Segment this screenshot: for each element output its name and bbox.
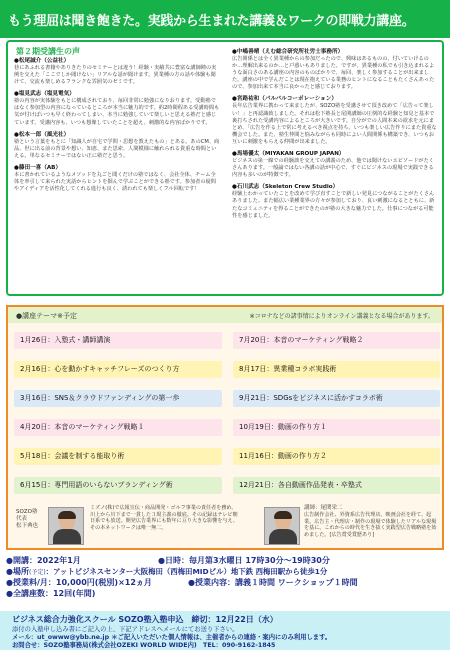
headline: もう理屈は聞き飽きた。実践から生まれた講義＆ワークの即戦力講座。 xyxy=(8,14,415,29)
testimonial-name: ●藤田一喜（AB） xyxy=(14,164,62,171)
info-row xyxy=(6,555,444,566)
lecture-item: 11月16日：動画の作り方２ xyxy=(233,448,440,465)
application-instruction: 添付の入塾申し込み書にご記入の上、下記アドレスへメールにてお送り下さい。 xyxy=(12,626,239,633)
lecture-item: 7月20日：本音のマーケティング戦略２ xyxy=(233,332,440,349)
lecture-item: 1月26日：入塾式・講師講演 xyxy=(14,332,222,349)
testimonial-name: ●塩見武志（塩見電気） xyxy=(14,91,75,98)
testimonials-panel xyxy=(6,40,444,296)
curriculum-panel xyxy=(6,305,444,550)
lecturer-caption: 講師：尾関栄二 xyxy=(304,505,343,511)
testimonial-name: ●石川武志（Skeleton Crew Studio） xyxy=(232,184,339,191)
lecture-item: 3月16日：SNS＆クラウドファンディングの第一歩 xyxy=(14,390,222,407)
lecture-item: 12月21日：各自動画作品発表・卒塾式 xyxy=(233,477,440,494)
testimonial-name: ●中嶋善晴（えむ総合研究所社労士事務所） xyxy=(232,49,344,55)
representative-bio: ミズノ(株)で広報宣伝・商品開発・ゴルフ事業の責任者を務め、川上から川下まで一貫した３現主義の徹底。その記録はテレビ朝日系でも放送。開発広告業界にも数年に亘り大きな影響を与え、その本ネットワークは唯一無二。 xyxy=(90,505,239,531)
info-row xyxy=(6,566,444,577)
testimonial-body: 長年広告業界に携わって来ましたが、SOZO塾を受講させて頂き改めて「広告って楽しい！」と再認識致しました。それは松下塾長と尾関講師の圧倒的な経験と知見と基本で裏打ちされた受講内容によるところが大きいです。自分がでの人間本来の欲求を元にまとめ、「広告を作る上で常に考えるべき視点を持ち、いつも楽しい広告作りにまた貴重な機会でした。また、塾生仲間と悩みながらも同時によい人間関係も構築でき、いつもお互いに刺激をもらえる仲間が出来ました。 xyxy=(232,103,437,145)
representative-photo xyxy=(48,507,84,545)
testimonial-body: ビジネスの第一線での経験談を交えての講義のため、他では聞けないエピソードがたくさんあります。一般論ではない各講の話が中心で、すぐにビジネスの現場で実践できる内容も多いのが特徴です。 xyxy=(232,158,434,179)
venue-label: ●場所 xyxy=(6,567,29,576)
application-title: ビジネス総合力強化スクール SOZO塾入塾申込 締切：12月22日（水） xyxy=(12,615,278,624)
testimonials-right-column xyxy=(232,48,438,224)
testimonials-title: 第２期受講生の声 xyxy=(16,47,80,56)
testimonial xyxy=(14,90,220,126)
testimonial xyxy=(232,150,438,179)
info-row xyxy=(6,588,444,599)
info-row xyxy=(6,577,444,588)
lecture-item: 4月20日：本音のマーケティング戦略１ xyxy=(14,419,222,436)
testimonial-name: ●松尾誠介（公益社） xyxy=(14,58,70,64)
application-email[interactable]: メール：ut_owww@ybb.ne.jp ＊ご記入いただいた個人情報は、主催者からの連絡・案内にのみ利用します。 xyxy=(12,634,332,641)
contact-info: お問合せ：SOZO塾事務局(株式会社OZEKI WORLD WIDE内) TEL：090-9162-1845 xyxy=(12,642,276,649)
testimonial xyxy=(232,48,438,91)
testimonial xyxy=(14,131,220,160)
testimonial-body: 塾という言葉をもとに「知識人が自宅で学問・思想を教えたもの」とある。あのCM、商品、世に出る前の背景や想い、知恵、また思索、人間模様に触れられる貴重な時間といえる。単なるセミナーではない正に塾だと思う。 xyxy=(14,138,220,159)
venue: ：アットビジネスセンター大阪梅田（西梅田MIDビル）地下鉄 西梅田駅から徒歩1分 xyxy=(45,567,328,576)
testimonials-left-column xyxy=(14,57,220,197)
testimonial-body: 本に書かれているようなメソッドを丸ごと聞くだけの塾ではなく、会社全体、チーム全体を率引して来られた実話からヒントを掴んで学ぶことができる塾です。参加者の疑問やアイディアを活性化してくれる進行も良く、誘われても楽しくフル回転です！ xyxy=(14,171,216,193)
venue-note: (予定) xyxy=(28,569,46,576)
testimonial xyxy=(232,95,438,146)
testimonial xyxy=(232,183,438,219)
schedule: ●日時：毎月第3水曜日 17時30分～19時30分 xyxy=(158,556,330,565)
testimonial xyxy=(14,164,220,193)
lecture-item: 9月21日：SDGsをビジネスに活かすコラボ術 xyxy=(233,390,440,407)
curriculum-header xyxy=(8,307,442,323)
lecturer-bio: 広告制作会社、外資系広告代理店、映画会社を経て、起業。広告主・代理店・制作の現場で体験したリアルな現場を基に、これからの時代を生き抜く実践型広告戦略塾を始めました。[広告賞受賞歴あり] xyxy=(304,512,437,538)
testimonial-body: 広告関係とは全く異業種からの参加だったので、興味はあるものの、付いていけるのか…理解出来るのか…と戸惑いもありました。ですが、異業種の私でも引き込まれるような面白さのある講座の内容のものばかりで、毎回、楽しく参加することが出来ました。講座の中で学んだことは現在抱えている業務のヒントになることもたくさんあったので、参加出来て本当に良かったと感じております。 xyxy=(232,56,435,91)
testimonial xyxy=(14,57,220,86)
lecture-item: 6月15日：専門用語のいらないブランディング術 xyxy=(14,477,222,494)
curriculum-note: ※コロナなどの諸事情によりオンライン講義となる場合があります。 xyxy=(249,313,434,320)
testimonial-body: 経験上わかっていたことを改めて学び直すことで新しい発見につながることがたくさんありました。また幅広い業種業界の方々が参加しており、良い刺激になるとともに、新たなコミュニティを得ることができたのが塾の大きな魅力でした。仕事につながる可能性を感じました。 xyxy=(232,191,435,219)
lecturer-photo xyxy=(264,507,300,545)
testimonial-body: 塾の内容が実体験をもとに構成されており、毎回非常に勉強になりおります。受動塾ではなく参加型の内容になっているところが本当に魅力的です。約2時間程ある受講時間も気が付けばいつも早く終わってしまい、本当に勉強していて楽しいと思える塾だと感じています。受講内容も、いつも想像していたことを超え、刺激的な内容ばかりです。 xyxy=(14,98,220,126)
representative-caption: SOZO塾 代表 松下典也 xyxy=(16,509,39,529)
fee: ●授業料/月：10,000円(税別)×12ヵ月 xyxy=(6,578,152,587)
instructors-row xyxy=(14,505,440,549)
lecture-item: 8月17日：異業種コラボ実践術 xyxy=(233,361,440,378)
lecture-item: 5月18日：会議を制する能取り術 xyxy=(14,448,222,465)
lecture-item: 2月16日：心を動かすキャッチフレーズのつくり方 xyxy=(14,361,222,378)
header-banner xyxy=(0,0,450,38)
testimonial-name: ●馬場優太（MIYAKAN GROUP JAPAN） xyxy=(232,151,345,158)
lecture-item: 10月19日：動画の作り方１ xyxy=(233,419,440,436)
testimonial-name: ●宮路祐和（パルパルコーポレーション） xyxy=(232,96,337,103)
testimonial-name: ●松本一郎（風光社） xyxy=(14,131,70,138)
testimonial-body: 巷にあふれる書籍やありきたりのセミナーとは違う！経験・実績共に豊富な講師陣の実例を交えた「ここでしか聞けない」リアルな話が聞けます。異業種の方の話や体験も聞けて、交流も楽しめるフランクな雰囲気のゼミです。 xyxy=(14,65,217,86)
start-date: ●開講：2022年1月 xyxy=(6,556,81,565)
course-info xyxy=(6,553,444,611)
lesson-content: ●授業内容：講義１時間 ワークショップ１時間 xyxy=(188,578,358,587)
session-count: ●全講座数：12回(年間) xyxy=(6,589,96,598)
curriculum-theme: ●講座テーマ※予定 xyxy=(16,312,77,320)
application-footer xyxy=(0,611,450,650)
